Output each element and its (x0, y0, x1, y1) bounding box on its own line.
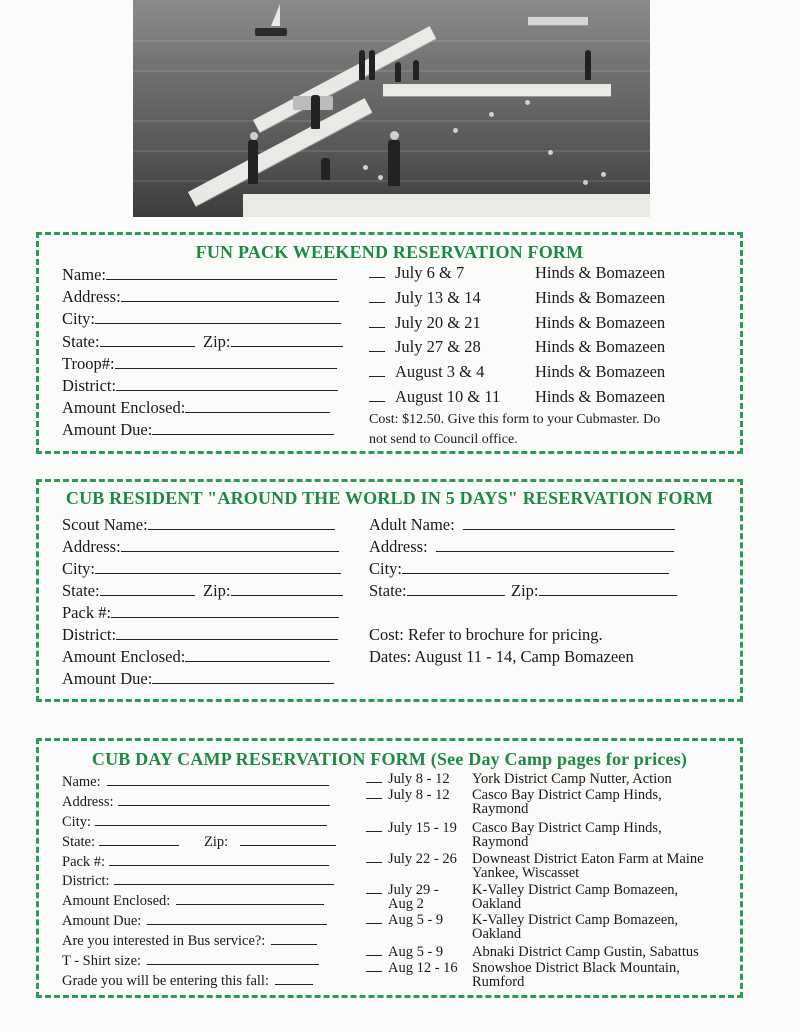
weekend-date: August 10 & 11 (395, 387, 501, 406)
cost-note-line: not send to Council office. (369, 432, 518, 447)
weekend-location: Hinds & Bomazeen (535, 288, 666, 307)
amount-due-label: Amount Due: (62, 420, 153, 439)
adult-name-field[interactable] (369, 515, 675, 535)
camp-date: July 8 - 12 (388, 787, 450, 803)
scout-name-field[interactable] (62, 515, 335, 535)
camp-date: Aug 5 - 9 (388, 912, 444, 928)
state-label: State: (62, 581, 100, 600)
camp-date: July 29 - (388, 882, 439, 898)
scout-name-label: Scout Name: (62, 515, 148, 534)
weekend-location: Hinds & Bomazeen (535, 337, 666, 356)
grade-label: Grade you will be entering this fall: (62, 973, 269, 989)
camp-name: Snowshoe District Black Mountain, (472, 960, 680, 976)
weekend-option[interactable] (369, 362, 665, 382)
weekend-date: July 13 & 14 (395, 288, 481, 307)
address-field[interactable] (62, 791, 330, 811)
weekend-date: July 20 & 21 (395, 313, 481, 332)
amount-due-label: Amount Due: (62, 913, 142, 929)
camp-name-cont: Rumford (472, 974, 525, 990)
camp-date: July 15 - 19 (388, 820, 457, 836)
weekend-location: Hinds & Bomazeen (535, 263, 666, 282)
state-label: State: (62, 332, 100, 351)
name-field[interactable] (62, 265, 337, 285)
dates-note: Dates: August 11 - 14, Camp Bomazeen (369, 647, 634, 666)
weekend-option[interactable] (369, 387, 665, 407)
city-label: City: (62, 814, 92, 830)
camp-name-cont: Yankee, Wiscasset (472, 865, 580, 881)
amount-enclosed-field[interactable] (62, 890, 324, 910)
day-camp-form (36, 738, 743, 998)
bus-service-field[interactable] (62, 930, 317, 950)
camp-name: Casco Bay District Camp Hinds, (472, 787, 662, 803)
name-label: Name: (62, 774, 101, 790)
city-field[interactable] (62, 811, 327, 831)
state-field[interactable] (62, 581, 195, 601)
tshirt-size-label: T - Shirt size: (62, 953, 142, 969)
state-label: State: (62, 834, 96, 850)
district-label: District: (62, 625, 117, 644)
camp-name: K-Valley District Camp Bomazeen, (472, 882, 679, 898)
pack-field[interactable] (62, 851, 329, 871)
swimming-dock-photo (133, 0, 650, 217)
amount-enclosed-label: Amount Enclosed: (62, 647, 186, 666)
name-field[interactable] (62, 771, 329, 791)
amount-due-label: Amount Due: (62, 669, 153, 688)
adult-city-field[interactable] (369, 559, 669, 579)
grade-field[interactable] (62, 970, 313, 990)
camp-date: July 8 - 12 (388, 771, 450, 787)
camp-name: York District Camp Nutter, Action (472, 771, 672, 787)
adult-city-label: City: (369, 559, 403, 578)
camp-name: Abnaki District Camp Gustin, Sabattus (472, 944, 699, 960)
cost-note: Cost: Refer to brochure for pricing. (369, 625, 603, 644)
day-camp-title: CUB DAY CAMP RESERVATION FORM (See Day Camp pages for prices) (91, 749, 688, 769)
zip-field[interactable] (203, 332, 343, 352)
pack-field[interactable] (62, 603, 339, 623)
camp-option[interactable] (366, 911, 678, 929)
zip-field[interactable] (204, 831, 336, 851)
weekend-option[interactable] (369, 337, 665, 357)
name-label: Name: (62, 265, 106, 284)
weekend-location: Hinds & Bomazeen (535, 313, 666, 332)
camp-date-cont: Aug 2 (388, 896, 424, 912)
adult-address-label: Address: (369, 537, 428, 556)
fun-pack-title: FUN PACK WEEKEND RESERVATION FORM (195, 242, 584, 262)
address-field[interactable] (62, 287, 339, 307)
adult-zip-field[interactable] (511, 581, 677, 601)
zip-label: Zip: (203, 332, 231, 351)
amount-due-field[interactable] (62, 669, 334, 689)
pack-label: Pack #: (62, 854, 106, 870)
adult-name-label: Adult Name: (369, 515, 455, 534)
city-field[interactable] (62, 559, 341, 579)
zip-field[interactable] (203, 581, 343, 601)
troop-label: Troop#: (62, 354, 115, 373)
amount-enclosed-field[interactable] (62, 398, 330, 418)
cost-note (369, 410, 660, 450)
troop-field[interactable] (62, 354, 337, 374)
adult-zip-label: Zip: (511, 581, 539, 600)
camp-name-cont: Oakland (472, 926, 522, 942)
camp-name-cont: Oakland (472, 896, 522, 912)
camp-name-cont: Raymond (472, 834, 529, 850)
camp-name: K-Valley District Camp Bomazeen, (472, 912, 679, 928)
tshirt-size-field[interactable] (62, 950, 319, 970)
weekend-option[interactable] (369, 263, 665, 283)
amount-due-field[interactable] (62, 910, 327, 930)
adult-state-label: State: (369, 581, 407, 600)
address-field[interactable] (62, 537, 339, 557)
weekend-date: August 3 & 4 (395, 362, 485, 381)
zip-label: Zip: (204, 834, 229, 850)
district-field[interactable] (62, 376, 338, 396)
address-label: Address: (62, 537, 121, 556)
pack-label: Pack #: (62, 603, 112, 622)
zip-label: Zip: (203, 581, 231, 600)
camp-name: Downeast District Eaton Farm at Maine (472, 851, 704, 867)
cub-resident-form (36, 479, 743, 702)
weekend-location: Hinds & Bomazeen (535, 362, 666, 381)
address-label: Address: (62, 794, 114, 810)
camp-name-cont: Raymond (472, 801, 529, 817)
camp-date: July 22 - 26 (388, 851, 457, 867)
cost-note-line: Cost: $12.50. Give this form to your Cubmaster. Do (369, 412, 661, 427)
weekend-location: Hinds & Bomazeen (535, 387, 666, 406)
adult-address-field[interactable] (369, 537, 674, 557)
district-label: District: (62, 873, 110, 889)
district-field[interactable] (62, 870, 334, 890)
amount-enclosed-label: Amount Enclosed: (62, 398, 186, 417)
address-label: Address: (62, 287, 121, 306)
district-label: District: (62, 376, 117, 395)
district-field[interactable] (62, 625, 338, 645)
camp-date: Aug 5 - 9 (388, 944, 444, 960)
city-label: City: (62, 309, 96, 328)
city-label: City: (62, 559, 96, 578)
bus-service-label: Are you interested in Bus service?: (62, 933, 266, 949)
cub-resident-title: CUB RESIDENT "AROUND THE WORLD IN 5 DAYS" RESERVATION FORM (65, 488, 714, 508)
state-field[interactable] (62, 332, 195, 352)
weekend-date: July 6 & 7 (395, 263, 465, 282)
weekend-option[interactable] (369, 288, 665, 308)
state-field[interactable] (62, 831, 179, 851)
amount-enclosed-label: Amount Enclosed: (62, 893, 171, 909)
weekend-date: July 27 & 28 (395, 337, 481, 356)
amount-due-field[interactable] (62, 420, 334, 440)
adult-state-field[interactable] (369, 581, 505, 601)
city-field[interactable] (62, 309, 341, 329)
weekend-option[interactable] (369, 313, 665, 333)
camp-name: Casco Bay District Camp Hinds, (472, 820, 662, 836)
amount-enclosed-field[interactable] (62, 647, 330, 667)
fun-pack-form (36, 232, 743, 454)
camp-date: Aug 12 - 16 (388, 960, 458, 976)
